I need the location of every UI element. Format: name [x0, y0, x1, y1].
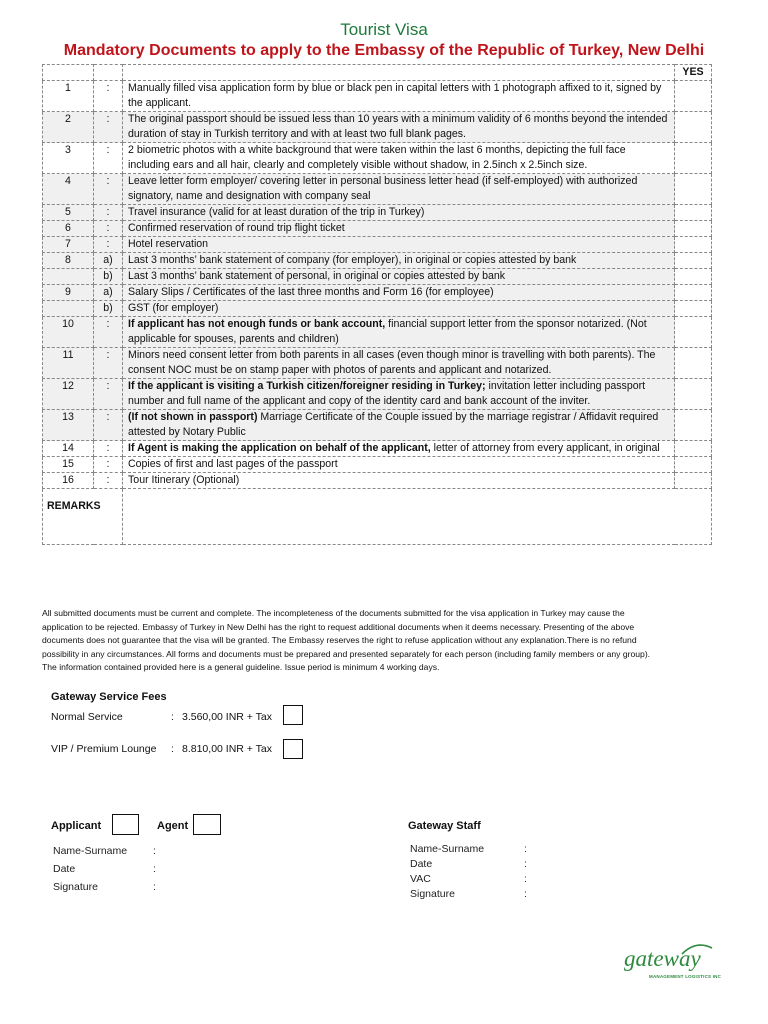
document-requirement: [123, 112, 675, 143]
row-number: 14: [43, 441, 94, 457]
service-fees-title: Gateway Service Fees: [51, 691, 167, 703]
requirement-text: Travel insurance (valid for at least duration of the trip in Turkey): [128, 206, 425, 218]
vip-service-price: 8.810,00 INR + Tax: [182, 743, 272, 755]
gateway-staff-label: Gateway Staff: [408, 820, 481, 832]
document-requirement: [123, 379, 675, 410]
table-row: [43, 143, 712, 174]
table-row: [43, 221, 712, 237]
yes-checkbox-cell[interactable]: [675, 269, 712, 285]
logo-tagline: MANAGEMENT LOGISTICS INC: [649, 974, 722, 979]
yes-checkbox-cell[interactable]: [675, 348, 712, 379]
document-requirement: [123, 410, 675, 441]
row-number: 12: [43, 379, 94, 410]
row-number: 2: [43, 112, 94, 143]
applicant-signature-label: Signature: [53, 881, 98, 893]
document-requirement: [123, 473, 675, 489]
applicant-checkbox[interactable]: [112, 814, 139, 835]
disclaimer-line: All submitted documents must be current and complete. The incompleteness of the documents submitted for the visa application in Turkey may cause the: [42, 608, 625, 618]
requirement-emphasis: If the applicant is visiting a Turkish citizen/foreigner residing in Turkey;: [128, 380, 486, 392]
gateway-logo: [622, 946, 722, 986]
row-separator: a): [94, 285, 123, 301]
row-number: 6: [43, 221, 94, 237]
disclaimer-line: application to be rejected. Embassy of Turkey in New Delhi has the right to request additional documents when it deems necessary. Presenting of the above: [42, 621, 635, 632]
logo-wordmark: gateway: [624, 946, 701, 971]
applicant-date-colon: :: [153, 863, 156, 875]
row-separator: :: [94, 237, 123, 253]
row-separator: :: [94, 205, 123, 221]
requirement-text: Salary Slips / Certificates of the last three months and Form 16 (for employee): [128, 286, 494, 298]
row-separator: :: [94, 410, 123, 441]
yes-checkbox-cell[interactable]: [675, 301, 712, 317]
header-sep-cell: [94, 65, 123, 81]
requirement-text: financial support letter from the sponsor notarized. (Not applicable for spouses, parents and children): [128, 318, 647, 345]
row-separator: b): [94, 269, 123, 285]
table-row: [43, 317, 712, 348]
requirement-text: letter of attorney from every applicant, in original: [430, 442, 660, 454]
yes-checkbox-cell[interactable]: [675, 379, 712, 410]
yes-checkbox-cell[interactable]: [675, 205, 712, 221]
yes-checkbox-cell[interactable]: [675, 81, 712, 112]
remarks-row: [43, 489, 712, 545]
row-number: 11: [43, 348, 94, 379]
document-requirement: [123, 174, 675, 205]
staff-date-label: Date: [410, 858, 433, 870]
yes-checkbox-cell[interactable]: [675, 473, 712, 489]
row-number: 7: [43, 237, 94, 253]
row-number: 9: [43, 285, 94, 301]
yes-checkbox-cell[interactable]: [675, 253, 712, 269]
table-row: [43, 112, 712, 143]
document-requirement: [123, 253, 675, 269]
yes-checkbox-cell[interactable]: [675, 237, 712, 253]
requirement-text: The original passport should be issued less than 10 years with a minimum validity of 6 months beyond the intended duration of stay in Turkish territory and with at least two full blank pages.: [128, 113, 668, 140]
remarks-label: REMARKS: [47, 500, 101, 512]
table-row: [43, 301, 712, 317]
document-requirement: [123, 348, 675, 379]
yes-checkbox-cell[interactable]: [675, 112, 712, 143]
applicant-name-label: Name-Surname: [53, 845, 128, 857]
yes-checkbox-cell[interactable]: [675, 441, 712, 457]
requirement-text: Manually filled visa application form by blue or black pen in capital letters with 1 photograph affixed to it, signed by the applicant.: [128, 82, 662, 109]
staff-date-colon: :: [524, 858, 527, 870]
vip-service-checkbox[interactable]: [283, 739, 303, 759]
row-separator: :: [94, 441, 123, 457]
staff-vac-label: VAC: [410, 873, 431, 885]
table-row: [43, 473, 712, 489]
table-row: [43, 237, 712, 253]
page-subtitle: Mandatory Documents to apply to the Embassy of the Republic of Turkey, New Delhi: [63, 42, 705, 59]
row-number: 8: [43, 253, 94, 269]
row-separator: :: [94, 174, 123, 205]
table-row: [43, 205, 712, 221]
table-row: [43, 410, 712, 441]
normal-service-price: 3.560,00 INR + Tax: [182, 711, 272, 723]
row-number: 5: [43, 205, 94, 221]
remarks-field[interactable]: [123, 489, 712, 545]
page-title: Tourist Visa: [340, 20, 428, 39]
row-separator: :: [94, 143, 123, 174]
requirement-text: Last 3 months’ bank statement of personal, in original or copies attested by bank: [128, 270, 506, 282]
disclaimer-line: documents does not guarantee that the visa will be granted. The Embassy reserves the right to refuse application without any explanation.There is no refund: [42, 635, 637, 646]
yes-checkbox-cell[interactable]: [675, 143, 712, 174]
row-separator: :: [94, 457, 123, 473]
applicant-date-label: Date: [53, 863, 76, 875]
table-row: [43, 81, 712, 112]
requirement-text: Minors need consent letter from both parents in all cases (even though minor is travelling with both parents). The consent NOC must be on stamp paper with photos of parents and applicant and notarized.: [128, 349, 656, 376]
row-separator: a): [94, 253, 123, 269]
row-separator: :: [94, 317, 123, 348]
remarks-label-cell: [43, 489, 123, 545]
document-requirement: [123, 81, 675, 112]
row-number: 1: [43, 81, 94, 112]
yes-checkbox-cell[interactable]: [675, 457, 712, 473]
requirement-text: Confirmed reservation of round trip flight ticket: [128, 222, 345, 234]
row-separator: :: [94, 81, 123, 112]
yes-column-header: YES: [675, 65, 712, 81]
yes-checkbox-cell[interactable]: [675, 317, 712, 348]
document-requirement: [123, 143, 675, 174]
table-row: [43, 457, 712, 473]
table-row: [43, 174, 712, 205]
agent-label: Agent: [157, 820, 189, 832]
requirement-text: invitation letter including passport number and full name of the applicant and copy of the identity card and bank account of the inviter.: [128, 380, 646, 407]
table-row: [43, 441, 712, 457]
staff-signature-colon: :: [524, 888, 527, 900]
normal-service-colon: :: [171, 711, 174, 723]
document-requirement: [123, 285, 675, 301]
requirement-text: Leave letter form employer/ covering letter in personal business letter head (if self-employed) with authorized signatory, name and designation with company seal: [128, 175, 638, 202]
requirement-text: 2 biometric photos with a white background that were taken within the last 6 months, depicting the full face including ears and all hair, clearly and completely visible without shadow, in 2.5inch x 2.5inch size.: [128, 144, 626, 171]
applicant-name-colon: :: [153, 845, 156, 857]
row-separator: :: [94, 112, 123, 143]
requirement-text: Tour Itinerary (Optional): [128, 474, 240, 486]
document-requirement: [123, 457, 675, 473]
requirement-text: Last 3 months’ bank statement of company (for employer), in original or copies attested by bank: [128, 254, 577, 266]
vip-service-label: VIP / Premium Lounge: [51, 743, 157, 755]
document-requirement: [123, 205, 675, 221]
requirement-emphasis: If Agent is making the application on behalf of the applicant,: [128, 442, 431, 454]
row-number: 10: [43, 317, 94, 348]
table-row: [43, 253, 712, 269]
normal-service-checkbox[interactable]: [283, 705, 303, 725]
row-number: 13: [43, 410, 94, 441]
row-separator: :: [94, 221, 123, 237]
yes-checkbox-cell[interactable]: [675, 174, 712, 205]
row-number: [43, 269, 94, 285]
requirement-emphasis: (If not shown in passport): [128, 411, 258, 423]
document-requirement: [123, 301, 675, 317]
document-requirement: [123, 237, 675, 253]
disclaimer-line: The information contained provided here is a general guideline. Issue period is minimum 4 working days.: [42, 662, 440, 673]
row-number: 16: [43, 473, 94, 489]
yes-checkbox-cell[interactable]: [675, 410, 712, 441]
requirement-text: GST (for employer): [128, 302, 219, 314]
requirement-text: Hotel reservation: [128, 238, 209, 250]
table-header-row: [43, 65, 712, 81]
disclaimer-text: [42, 607, 722, 675]
row-number: 3: [43, 143, 94, 174]
yes-checkbox-cell[interactable]: [675, 221, 712, 237]
staff-signature-label: Signature: [410, 888, 455, 900]
table-row: [43, 269, 712, 285]
documents-table: [42, 64, 712, 545]
normal-service-label: Normal Service: [51, 711, 123, 723]
vip-service-colon: :: [171, 743, 174, 755]
agent-checkbox[interactable]: [193, 814, 221, 835]
row-number: [43, 301, 94, 317]
document-requirement: [123, 317, 675, 348]
staff-name-label: Name-Surname: [410, 843, 485, 855]
disclaimer-line: possibility in any circumstances. All forms and documents must be prepared and presented separately for each person (including family members or any group).: [42, 648, 651, 659]
requirement-emphasis: If applicant has not enough funds or bank account,: [128, 318, 386, 330]
logo-swoosh-icon: [680, 942, 714, 956]
applicant-signature-colon: :: [153, 881, 156, 893]
table-row: [43, 348, 712, 379]
row-separator: :: [94, 348, 123, 379]
header-text-cell: [123, 65, 675, 81]
table-row: [43, 379, 712, 410]
requirement-text: Copies of first and last pages of the passport: [128, 458, 338, 470]
row-separator: :: [94, 379, 123, 410]
row-separator: b): [94, 301, 123, 317]
table-row: [43, 285, 712, 301]
applicant-label: Applicant: [51, 820, 102, 832]
row-separator: :: [94, 473, 123, 489]
row-number: 15: [43, 457, 94, 473]
document-requirement: [123, 441, 675, 457]
staff-name-colon: :: [524, 843, 527, 855]
document-requirement: [123, 221, 675, 237]
document-requirement: [123, 269, 675, 285]
header-num-cell: [43, 65, 94, 81]
yes-checkbox-cell[interactable]: [675, 285, 712, 301]
staff-vac-colon: :: [524, 873, 527, 885]
row-number: 4: [43, 174, 94, 205]
requirement-text: Marriage Certificate of the Couple issued by the marriage registrar / Affidavit required attested by Notary Public: [128, 411, 659, 438]
